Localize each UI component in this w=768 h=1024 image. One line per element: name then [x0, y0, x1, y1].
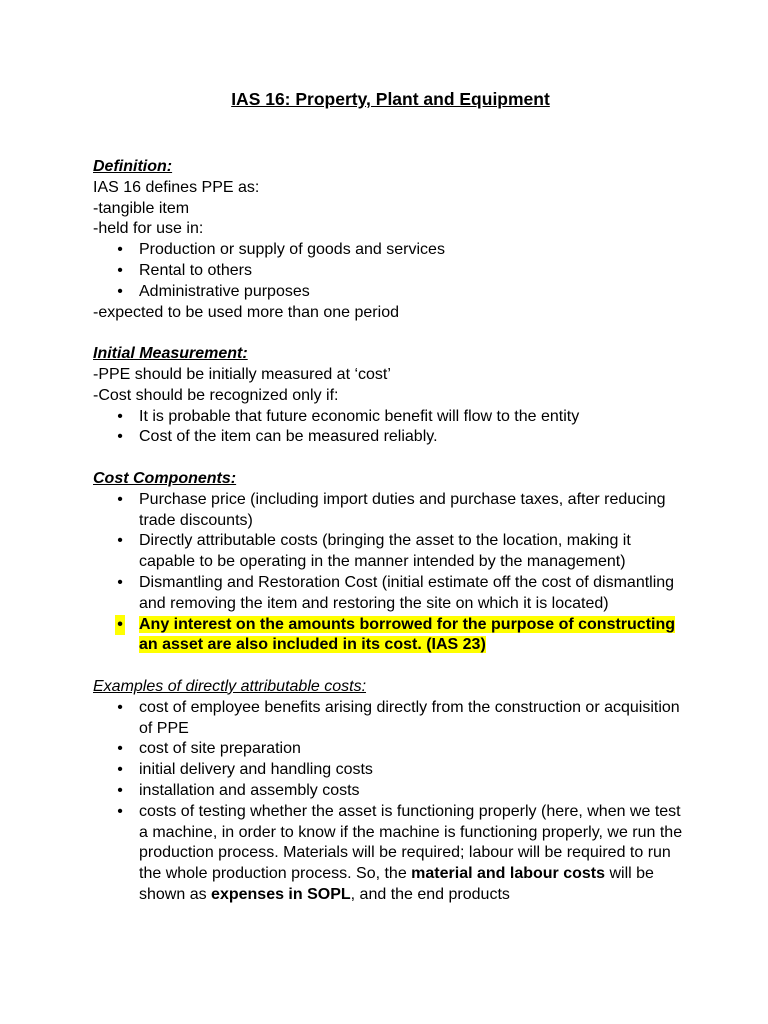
initial-measurement-heading: Initial Measurement: — [93, 345, 248, 363]
definition-line: IAS 16 defines PPE as: — [93, 178, 260, 196]
examples-heading: Examples of directly attributable costs: — [93, 677, 367, 695]
list-item: • cost of employee benefits arising directly from the construction or acquisition of PPE — [139, 698, 688, 740]
bullet-icon: • — [117, 761, 123, 779]
bullet-icon: • — [117, 781, 123, 799]
definition-bullet-list — [93, 240, 688, 302]
definition-line: -tangible item — [93, 199, 190, 217]
spacer — [93, 323, 688, 344]
cost-components-bullet-list — [93, 490, 688, 656]
list-item: • initial delivery and handling costs — [139, 760, 688, 781]
definition-line: -expected to be used more than one period — [93, 303, 399, 321]
list-item: • Dismantling and Restoration Cost (initial estimate off the cost of dismantling and removing the item and restoring the site on which it is located) — [139, 573, 688, 615]
bold-text: material and labour costs — [411, 865, 606, 883]
list-item: • installation and assembly costs — [139, 781, 688, 802]
definition-heading: Definition: — [93, 158, 173, 175]
highlighted-list-item — [117, 615, 688, 657]
list-item: • Production or supply of goods and services — [139, 240, 688, 261]
bullet-icon: • — [117, 802, 123, 820]
bullet-icon: • — [117, 428, 123, 446]
initial-bullet-list — [93, 407, 688, 449]
bullet-icon: • — [117, 532, 123, 550]
list-item: • Rental to others — [139, 261, 688, 282]
list-item: • Administrative purposes — [139, 282, 688, 303]
bullet-icon: • — [117, 261, 123, 279]
cost-components-heading: Cost Components: — [93, 469, 237, 487]
highlighted-text: Any interest on the amounts borrowed for the purpose of constructing an asset are also included in its cost. (IAS 23) — [139, 615, 676, 654]
page-title: IAS 16: Property, Plant and Equipment — [231, 89, 550, 109]
list-item: • Directly attributable costs (bringing the asset to the location, making it capable to be operating in the manner intended by the management) — [139, 531, 688, 573]
list-item: • Cost of the item can be measured reliably. — [139, 427, 688, 448]
examples-bullet-list — [93, 698, 688, 906]
list-item: • Purchase price (including import duties and purchase taxes, after reducing trade discounts) — [139, 490, 688, 532]
list-item: • It is probable that future economic benefit will flow to the entity — [139, 407, 688, 428]
bullet-icon: • — [117, 698, 123, 716]
spacer — [93, 448, 688, 469]
bold-text: expenses in SOPL — [211, 885, 351, 903]
bullet-icon: • — [117, 573, 123, 591]
bullet-icon: • — [117, 407, 123, 425]
list-item: • costs of testing whether the asset is functioning properly (here, when we test a machine, in order to know if the machine is functioning properly, we run the production process. Materials will be required; labour will be required to run the whole production process. So, the material and labour costs will be shown as expenses in SOPL, and the end products — [139, 802, 688, 906]
spacer — [93, 656, 688, 677]
bullet-icon: • — [115, 615, 125, 636]
initial-line: -PPE should be initially measured at ‘cost’ — [93, 365, 391, 383]
bullet-icon: • — [117, 490, 123, 508]
bullet-icon: • — [117, 740, 123, 758]
bullet-icon: • — [117, 241, 123, 259]
definition-line: -held for use in: — [93, 220, 204, 238]
list-item: • cost of site preparation — [139, 739, 688, 760]
bullet-icon: • — [117, 282, 123, 300]
initial-line: -Cost should be recognized only if: — [93, 386, 339, 404]
